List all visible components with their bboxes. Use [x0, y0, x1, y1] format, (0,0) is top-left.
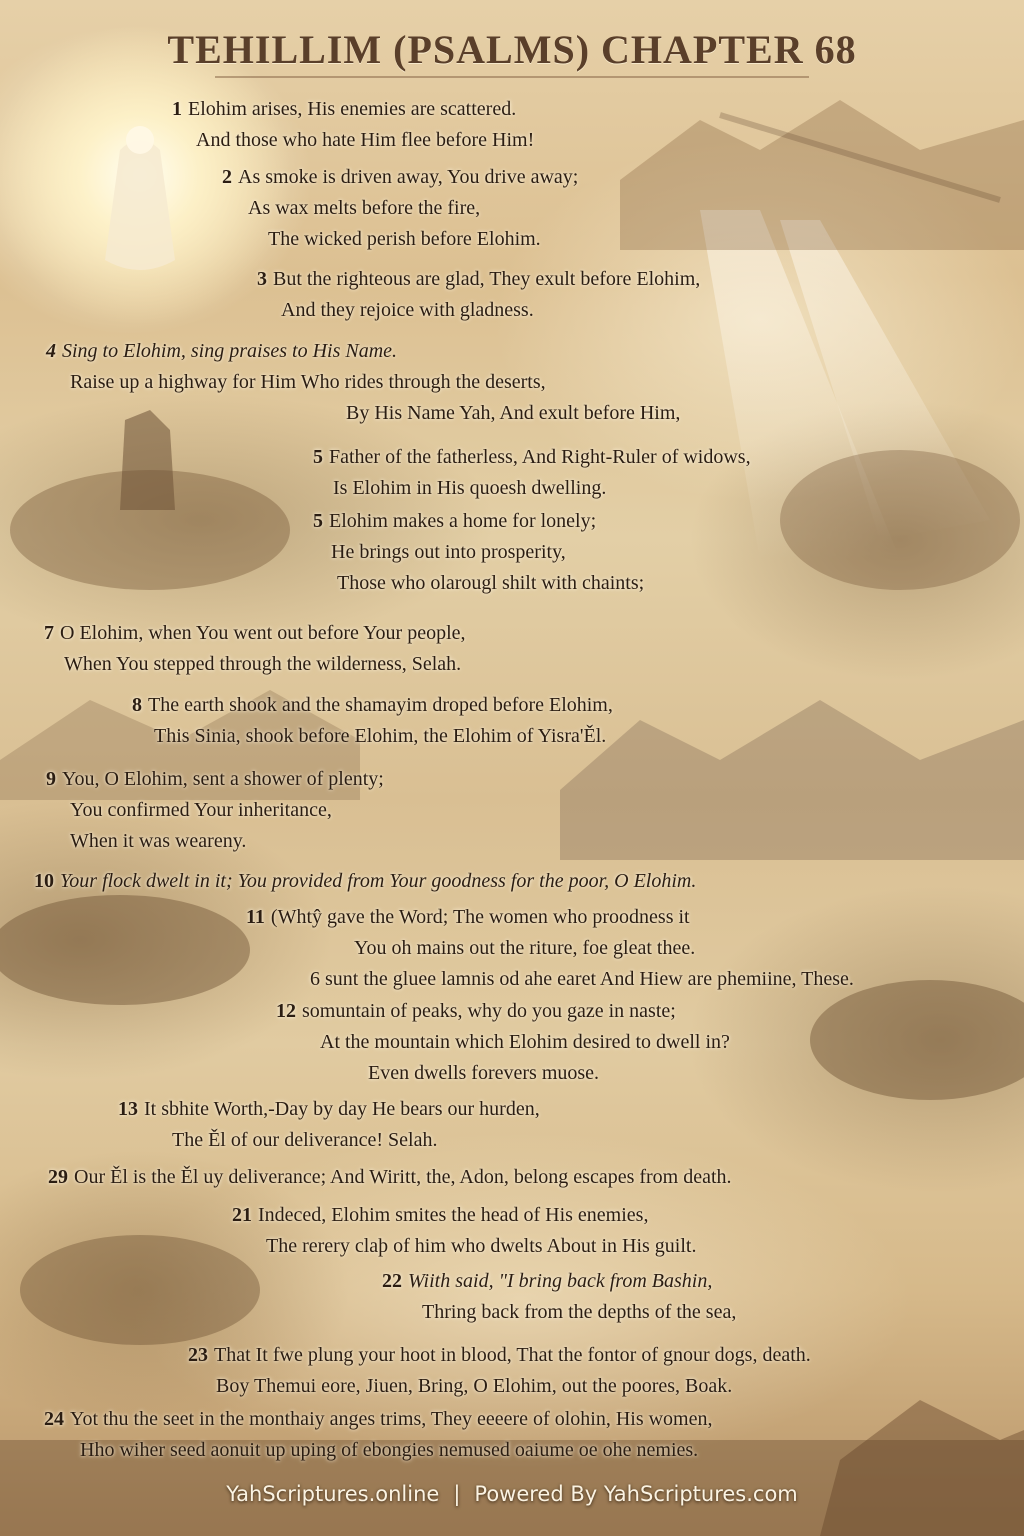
verse-number: 8: [132, 694, 142, 716]
verse-number: 21: [232, 1204, 252, 1226]
verse-21: [232, 1200, 696, 1262]
verse-12: [276, 996, 730, 1089]
verse-line: Thring back from the depths of the sea,: [422, 1301, 737, 1323]
verse-line: As wax melts before the fire,: [248, 197, 481, 219]
verse-line: Those who olarougl shilt with chaints;: [337, 572, 645, 594]
verse-line: He brings out into prosperity,: [331, 541, 566, 563]
verse-line: The wicked perish before Elohim.: [268, 228, 541, 250]
verse-23: [188, 1340, 811, 1402]
verse-line: The earth shook and the shamayim droped before Elohim,: [148, 694, 613, 716]
verse-number: 2: [222, 166, 232, 188]
title-underline: [215, 76, 809, 78]
verse-3: [257, 264, 700, 326]
verse-number: 10: [34, 870, 54, 892]
crowd-bottom-left: [20, 1235, 260, 1345]
verse-line: Elohim arises, His enemies are scattered.: [188, 98, 517, 120]
verse-13: [118, 1094, 540, 1156]
verse-9: [46, 764, 384, 857]
verse-number: 11: [246, 906, 265, 928]
verse-line: The Ěl of our deliverance! Selah.: [172, 1129, 438, 1151]
verse-line: And those who hate Him flee before Him!: [196, 129, 535, 151]
verse-5: [313, 442, 751, 504]
footer-site-link[interactable]: YahScriptures.online: [226, 1482, 440, 1506]
verse-line: Is Elohim in His quoesh dwelling.: [333, 477, 607, 499]
page-title: TEHILLIM (PSALMS) CHAPTER 68: [167, 27, 857, 72]
verse-line: But the righteous are glad, They exult before Elohim,: [273, 268, 701, 290]
verse-line: You, O Elohim, sent a shower of plenty;: [62, 768, 384, 790]
verse-line: By His Name Yah, And exult before Him,: [346, 402, 681, 424]
verse-line: When You stepped through the wilderness, Selah.: [64, 653, 462, 675]
verse-24: [44, 1404, 712, 1466]
verse-line: Boy Themui eore, Jiuen, Bring, O Elohim, out the poores, Boak.: [216, 1375, 733, 1397]
verse-29: [48, 1162, 732, 1193]
footer-powered-by-link[interactable]: Powered By YahScriptures.com: [474, 1482, 798, 1506]
verse-number: 1: [172, 98, 182, 120]
verse-line: That It fwe plung your hoot in blood, That the fontor of gnour dogs, death.: [214, 1344, 811, 1366]
verse-line: Hho wiher seed aonuit up uping of ebongies nemused oaiume oe ohe nemies.: [80, 1439, 699, 1461]
verse-line: It sbhite Worth,-Day by day He bears our hurden,: [144, 1098, 540, 1120]
verse-22: [382, 1266, 736, 1328]
verse-1: [172, 94, 534, 156]
verse-line: And they rejoice with gladness.: [281, 299, 534, 321]
verse-line: You oh mains out the riture, foe gleat thee.: [354, 937, 696, 959]
verse-line: Yot thu the seet in the monthaiy anges trims, They eeeere of olohin, His women,: [70, 1408, 713, 1430]
verse-number: 3: [257, 268, 267, 290]
verse-number: 4: [46, 340, 56, 362]
verse-line: somuntain of peaks, why do you gaze in naste;: [302, 1000, 676, 1022]
crowd-middle-right: [810, 980, 1024, 1100]
verse-number: 9: [46, 768, 56, 790]
verse-line: 6 sunt the gluee lamnis od ahe earet And Hiew are phemiine, These.: [310, 968, 854, 990]
verse-line: This Sinia, shook before Elohim, the Elohim of Yisra'Ěl.: [154, 725, 607, 747]
verse-7: [44, 618, 466, 680]
verse-line: At the mountain which Elohim desired to dwell in?: [320, 1031, 730, 1053]
verse-6: [313, 506, 644, 599]
verse-number: 23: [188, 1344, 208, 1366]
verse-number: 24: [44, 1408, 64, 1430]
mountains-right: [560, 700, 1024, 860]
verse-number: 29: [48, 1166, 68, 1188]
verse-number: 5: [313, 446, 323, 468]
verse-line: Even dwells forevers muose.: [368, 1062, 600, 1084]
radiant-figure-head: [126, 126, 154, 154]
verse-8: [132, 690, 613, 752]
verse-number: 12: [276, 1000, 296, 1022]
crowd-middle-left: [0, 895, 250, 1005]
verse-number: 7: [44, 622, 54, 644]
verse-number: 5: [313, 510, 323, 532]
verse-line: Father of the fatherless, And Right-Ruler of widows,: [329, 446, 751, 468]
verse-line: Your flock dwelt in it; You provided from Your goodness for the poor, O Elohim.: [60, 870, 697, 892]
verse-2: [222, 162, 578, 255]
verse-4: [46, 336, 680, 429]
footer-credits: [0, 1482, 1024, 1506]
crowd-right: [780, 450, 1020, 590]
mountains-top-right: [620, 100, 1024, 250]
verse-number: 22: [382, 1270, 402, 1292]
verse-10: [34, 866, 696, 897]
verse-11: [246, 902, 854, 995]
verse-line: Elohim makes a home for lonely;: [329, 510, 597, 532]
verse-line: When it was weareny.: [70, 830, 247, 852]
verse-line: Sing to Elohim, sing praises to His Name.: [62, 340, 398, 362]
verse-line: The rerery claþ of him who dwelts About in His guilt.: [266, 1235, 697, 1257]
verse-line: As smoke is driven away, You drive away;: [238, 166, 579, 188]
verse-line: Wiith said, "I bring back from Bashin,: [408, 1270, 713, 1292]
verse-number: 13: [118, 1098, 138, 1120]
verse-line: O Elohim, when You went out before Your people,: [60, 622, 466, 644]
verse-line: Raise up a highway for Him Who rides through the deserts,: [70, 371, 546, 393]
verse-line: (Whtŷ gave the Word; The women who proodness it: [270, 906, 690, 928]
footer-separator: |: [453, 1482, 461, 1506]
verse-line: You confirmed Your inheritance,: [70, 799, 332, 821]
verse-line: Indeced, Elohim smites the head of His enemies,: [258, 1204, 649, 1226]
verse-line: Our Ěl is the Ěl uy deliverance; And Wiritt, the, Adon, belong escapes from death.: [74, 1166, 732, 1188]
